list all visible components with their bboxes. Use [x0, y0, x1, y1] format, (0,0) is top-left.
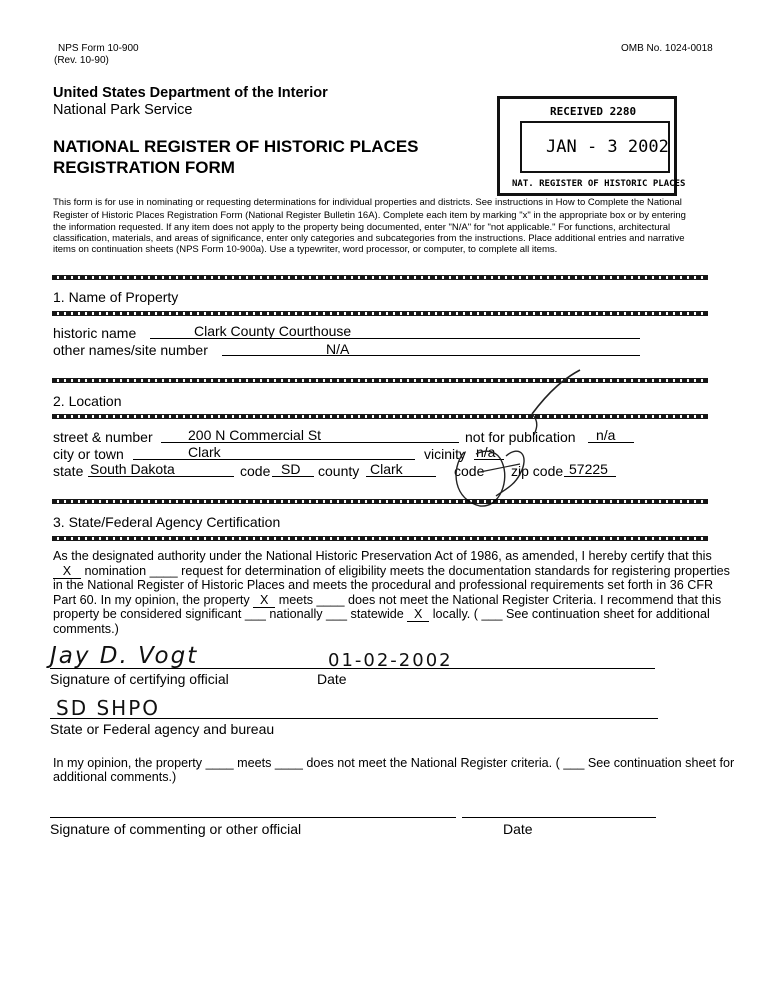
certification-line-1: As the designated authority under the National Historic Preservation Act of 1986, as amended, I hereby certify that this: [53, 549, 712, 563]
street-label: street & number: [53, 429, 153, 445]
opinion-line-1: In my opinion, the property ____ meets ____ does not meet the National Register criteria. ( ___ See continuation sheet for: [53, 756, 735, 770]
historic-name-value[interactable]: Clark County Courthouse: [194, 323, 352, 339]
department-name: United States Department of the Interior: [53, 85, 328, 101]
comment-date-label: Date: [503, 821, 533, 837]
city-value[interactable]: Clark: [188, 444, 221, 460]
instructions-line-5: items on continuation sheets (NPS Form 10-900a). Use a typewriter, word processor, or computer, to complete all items.: [53, 244, 558, 255]
opinion-line-2: additional comments.): [53, 770, 177, 784]
comment-date-line: [462, 817, 656, 818]
state-label: state: [53, 463, 84, 479]
other-names-value[interactable]: N/A: [326, 341, 350, 357]
zip-code-value[interactable]: 57225: [569, 461, 608, 477]
section-divider: [52, 311, 708, 316]
nomination-label: nomination ____: [84, 563, 178, 578]
handwritten-check-mark: [440, 360, 600, 510]
state-value[interactable]: South Dakota: [90, 461, 175, 477]
section-divider: [52, 414, 708, 419]
service-name: National Park Service: [53, 102, 193, 118]
comment-signature-line: [50, 817, 456, 818]
agency-label: State or Federal agency and bureau: [50, 721, 275, 737]
section-divider: [52, 536, 708, 541]
section-3-heading: 3. State/Federal Agency Certification: [53, 514, 281, 530]
section-1-heading: 1. Name of Property: [53, 289, 179, 305]
handwritten-date: 01-02-2002: [328, 650, 453, 671]
form-revision: (Rev. 10-90): [54, 55, 109, 66]
county-code-label: code: [454, 463, 485, 479]
certification-line-5-rest: locally. ( ___ See continuation sheet for additional: [432, 607, 710, 622]
county-value[interactable]: Clark: [370, 461, 403, 477]
section-2-heading: 2. Location: [53, 393, 122, 409]
stamp-line1: NAT. REGISTER OF HISTORIC PLACES: [512, 179, 686, 189]
instructions-line-4: classification, materials, and areas of significance, enter only categories and subcategories from the instructions. Place additional entries and narrative: [53, 233, 685, 244]
signature-label: Signature of certifying official: [50, 671, 229, 687]
zip-code-label: zip code: [511, 463, 564, 479]
certification-line-2-text: request for determination of eligibility meets the documentation standards for registering properties: [181, 563, 730, 578]
stamp-date-box: [520, 121, 670, 173]
form-title-line1: NATIONAL REGISTER OF HISTORIC PLACES: [53, 137, 419, 156]
form-title-line2: REGISTRATION FORM: [53, 158, 235, 177]
stamp-date: JAN - 3 2002: [546, 137, 669, 157]
nomination-check[interactable]: X: [53, 565, 81, 579]
received-stamp: [497, 96, 686, 196]
city-label: city or town: [53, 446, 124, 462]
handwritten-signature: Jay D. Vogt: [50, 643, 199, 669]
section-divider: [52, 378, 708, 383]
certification-line-5-text: property be considered significant ___ nationally ___ statewide: [53, 607, 404, 622]
signature-line: [50, 668, 655, 669]
meets-check[interactable]: X: [253, 594, 275, 608]
code-label: code: [240, 463, 271, 479]
street-value[interactable]: 200 N Commercial St: [188, 427, 322, 443]
stamp-received: RECEIVED 2280: [550, 105, 637, 118]
code-value[interactable]: SD: [281, 461, 301, 477]
not-for-publication-label: not for publication: [465, 429, 576, 445]
other-names-label: other names/site number: [53, 342, 208, 358]
not-for-publication-value[interactable]: n/a: [596, 427, 616, 443]
handwritten-agency: SD SHPO: [56, 696, 160, 720]
date-label: Date: [317, 671, 347, 687]
agency-line: [50, 718, 658, 719]
vicinity-label: vicinity: [424, 446, 467, 462]
certification-line-6: comments.): [53, 622, 119, 636]
form-number: NPS Form 10-900: [58, 43, 139, 54]
comment-signature-label: Signature of commenting or other official: [50, 821, 302, 837]
county-label: county: [318, 463, 360, 479]
certification-line-4: [53, 593, 721, 608]
historic-name-label: historic name: [53, 325, 137, 341]
instructions-line-1: This form is for use in nominating or requesting determinations for individual properties and districts. See instructions in How to Complete the National: [53, 197, 682, 208]
omb-number: OMB No. 1024-0018: [621, 43, 713, 54]
vicinity-value[interactable]: n/a: [476, 444, 496, 460]
instructions-line-2: Register of Historic Places Registration Form (National Register Bulletin 16A). Complete each item by marking "x" in the appropriate box or by entering: [53, 210, 686, 221]
certification-line-4-rest: meets ____ does not meet the National Register Criteria. I recommend that this: [278, 592, 722, 607]
section-divider: [52, 275, 708, 280]
other-names-line: [222, 355, 640, 356]
instructions-line-3: the information requested. If any item does not apply to the property being documented, enter "N/A" for "not applicable." For functions, architectural: [53, 222, 671, 233]
city-line: [133, 459, 415, 460]
certification-line-2: [53, 564, 730, 579]
section-divider: [52, 499, 708, 504]
locally-check[interactable]: X: [407, 608, 429, 622]
certification-line-4-text: Part 60. In my opinion, the property: [53, 592, 250, 607]
certification-line-5: [53, 607, 710, 622]
certification-line-3: in the National Register of Historic Places and meets the procedural and professional requirements set forth in 36 CFR: [53, 578, 714, 593]
